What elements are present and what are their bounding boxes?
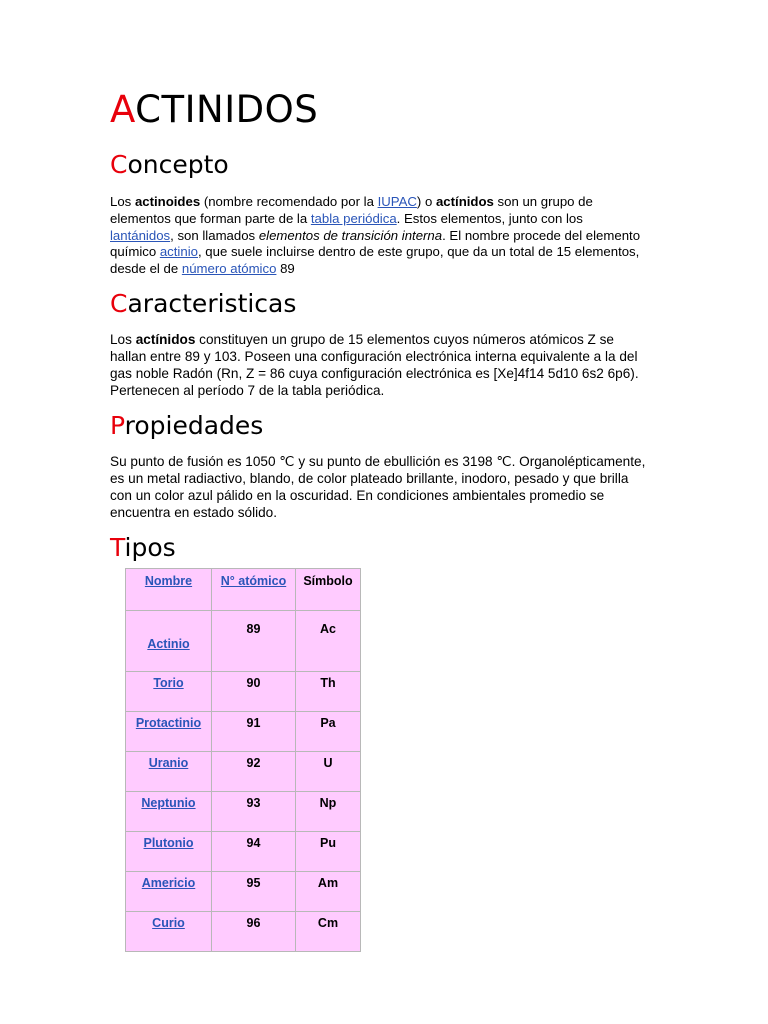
heading-rest: aracteristicas [127, 289, 297, 319]
paragraph-caracteristicas [110, 331, 650, 399]
table-row [126, 672, 361, 712]
cell-simbolo: Cm [296, 912, 361, 952]
link-iupac[interactable]: IUPAC [377, 194, 417, 210]
element-link[interactable]: Actinio [147, 637, 190, 651]
table-row [126, 611, 361, 672]
header-link-numero[interactable]: N° atómico [220, 574, 287, 588]
header-link-nombre[interactable]: Nombre [144, 574, 193, 588]
page-title [110, 88, 650, 132]
heading-tipos [110, 533, 650, 563]
element-link[interactable]: Uranio [148, 756, 189, 770]
cell-simbolo: Th [296, 672, 361, 712]
cell-simbolo: Ac [296, 611, 361, 672]
text-run: son un grupo de elementos que forman parte de la [110, 194, 593, 226]
header-cell-nombre [126, 569, 212, 611]
table-row [126, 712, 361, 752]
header-cell-simbolo: Símbolo [296, 569, 361, 611]
cell-numero: 91 [212, 712, 296, 752]
table-row [126, 752, 361, 792]
table-row [126, 872, 361, 912]
heading-propiedades [110, 411, 650, 441]
text-run: ) o [416, 194, 436, 210]
table-row [126, 832, 361, 872]
heading-initial: T [110, 533, 125, 563]
table-row [126, 792, 361, 832]
heading-rest: oncepto [127, 150, 229, 180]
text-run: (nombre recomendado por la [200, 194, 378, 210]
cell-nombre [126, 792, 212, 832]
cell-numero: 89 [212, 611, 296, 672]
cell-nombre [126, 832, 212, 872]
header-cell-numero [212, 569, 296, 611]
cell-simbolo: U [296, 752, 361, 792]
cell-numero: 94 [212, 832, 296, 872]
text-run: . Estos elementos, junto con los [396, 210, 583, 226]
link-tabla-periodica[interactable]: tabla periódica [310, 210, 397, 226]
text-run: , son llamados [170, 227, 259, 243]
cell-nombre [126, 712, 212, 752]
element-link[interactable]: Torio [153, 676, 184, 690]
link-numero-atomico[interactable]: número atómico [181, 260, 277, 276]
heading-rest: ropiedades [124, 411, 264, 441]
heading-concepto [110, 150, 650, 180]
cell-numero: 90 [212, 672, 296, 712]
bold-term: actínidos [135, 332, 196, 348]
cell-numero: 93 [212, 792, 296, 832]
table-header-row [126, 569, 361, 611]
heading-rest: ipos [124, 533, 176, 563]
actinides-table [125, 568, 361, 952]
heading-initial: C [110, 289, 128, 319]
cell-nombre [126, 912, 212, 952]
italic-term: elementos de transición interna [258, 227, 443, 243]
cell-simbolo: Pa [296, 712, 361, 752]
link-actinio[interactable]: actinio [159, 244, 198, 260]
cell-nombre [126, 872, 212, 912]
cell-numero: 95 [212, 872, 296, 912]
element-link[interactable]: Curio [152, 916, 185, 930]
cell-simbolo: Am [296, 872, 361, 912]
text-run: 89 [276, 260, 295, 276]
element-link[interactable]: Americio [141, 876, 196, 890]
text-run: Los [110, 332, 136, 348]
document-page [110, 88, 650, 563]
link-lantanidos[interactable]: lantánidos [110, 227, 171, 243]
text-run: Los [110, 194, 135, 210]
table-row [126, 912, 361, 952]
text-run: , que suele incluirse dentro de este grupo, que da un total de 15 elementos, desde el de [110, 244, 640, 276]
element-link[interactable]: Plutonio [143, 836, 194, 850]
heading-caracteristicas [110, 289, 650, 319]
cell-numero: 92 [212, 752, 296, 792]
element-link[interactable]: Neptunio [141, 796, 196, 810]
cell-nombre [126, 672, 212, 712]
heading-initial: P [110, 411, 125, 441]
cell-simbolo: Pu [296, 832, 361, 872]
bold-term: actínidos [435, 194, 494, 210]
paragraph-propiedades: Su punto de fusión es 1050 ℃ y su punto de ebullición es 3198 ℃. Organolépticamente, es un metal radiactivo, blando, de color plateado brillante, inodoro, pesado y que brilla con un color azul pálido en la oscuridad. En condiciones ambientales promedio se encuentra en estado sólido. [110, 454, 646, 521]
element-link[interactable]: Protactinio [135, 716, 202, 730]
cell-numero: 96 [212, 912, 296, 952]
text-run: . El nombre procede del elemento químico [110, 227, 641, 260]
title-rest: CTINIDOS [135, 88, 319, 131]
cell-nombre [126, 611, 212, 672]
heading-initial: C [110, 150, 128, 180]
bold-term: actinoides [134, 194, 201, 210]
text-run: constituyen un grupo de 15 elementos cuyos números atómicos Z se hallan entre 89 y 103. Poseen una configuración electrónica interna equivalente a la del gas noble Radón (Rn, Z = 86 cuya configuración electrónica es [Xe]4f14 5d10 6s2 6p6). Pertenecen al período 7 de la tabla periódica. [110, 332, 639, 399]
cell-simbolo: Np [296, 792, 361, 832]
cell-nombre [126, 752, 212, 792]
paragraph-concepto [110, 194, 650, 277]
title-initial: A [110, 88, 136, 131]
